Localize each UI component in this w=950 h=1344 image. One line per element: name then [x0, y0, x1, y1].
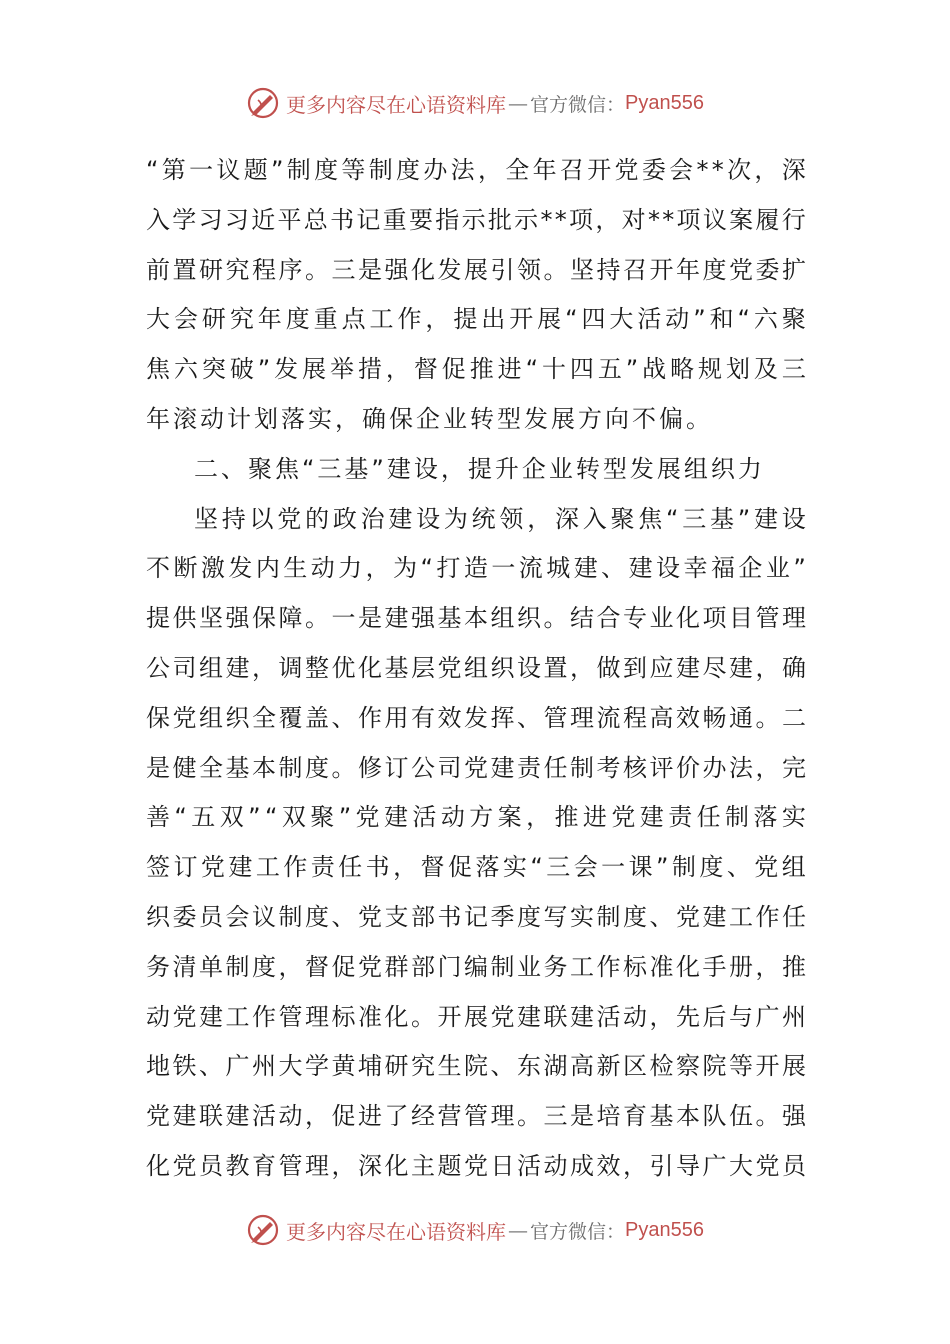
- watermark-brand: 更多内容尽在心语资料库: [286, 92, 506, 117]
- text-line: 入 学 习 习 近 平 总 书 记 重 要 指 示 批 示 * * 项 ， 对 * * 项 议 案 履 行: [146, 205, 806, 234]
- text-line: 公 司 组 建 ， 调 整 优 化 基 层 党 组 织 设 置 ， 做 到 应 建 尽 建 ， 确: [146, 653, 806, 682]
- text-line: 签 订 党 建 工 作 责 任 书 ， 督 促 落 实 “ 三 会 一 课 ” 制 度 、 党 组: [146, 853, 806, 882]
- section-heading: 二、聚焦“三基”建设，提升企业转型发展组织力: [194, 454, 765, 483]
- text-line: 大 会 研 究 年 度 重 点 工 作 ， 提 出 开 展 “ 四 大 活 动 ” 和 “ 六 聚: [146, 305, 806, 334]
- text-line: 提 供 坚 强 保 障 。 一 是 建 强 基 本 组 织 。 结 合 专 业 化 项 目 管 理: [146, 604, 806, 633]
- document-body: [146, 146, 806, 1192]
- text-line: 保 党 组 织 全 覆 盖 、 作 用 有 效 发 挥 、 管 理 流 程 高 效 畅 通 。 二: [146, 703, 806, 732]
- watermark-id: Pyan556: [625, 1218, 704, 1241]
- watermark-brand: 更多内容尽在心语资料库: [286, 1219, 506, 1244]
- text-line: 党 建 联 建 活 动 ， 促 进 了 经 营 管 理 。 三 是 培 育 基 本 队 伍 。 强: [146, 1102, 806, 1131]
- watermark-separator: —: [508, 91, 528, 115]
- text-line: 务 清 单 制 度 ， 督 促 党 群 部 门 编 制 业 务 工 作 标 准 化 手 册 ， 推: [146, 952, 806, 981]
- watermark-label: 官方微信：: [530, 1220, 626, 1243]
- watermark-id: Pyan556: [625, 91, 704, 114]
- watermark-header: [0, 83, 950, 123]
- pen-logo-icon: [246, 86, 280, 120]
- text-line: 不 断 激 发 内 生 动 力 ， 为 “ 打 造 一 流 城 建 、 建 设 幸 福 企 业 ”: [146, 554, 806, 583]
- text-line: 年滚动计划落实，确保企业转型发展方向不偏。: [146, 404, 713, 433]
- text-line: 织 委 员 会 议 制 度 、 党 支 部 书 记 季 度 写 实 制 度 、 党 建 工 作 任: [146, 902, 806, 931]
- text-line: “ 第 一 议 题 ” 制 度 等 制 度 办 法 ， 全 年 召 开 党 委 会 * * 次 ， 深: [146, 156, 806, 184]
- watermark-footer: [0, 1210, 950, 1250]
- text-line: 焦 六 突 破 ” 发 展 举 措 ， 督 促 推 进 “ 十 四 五 ” 战 略 规 划 及 三: [146, 355, 806, 384]
- watermark-label: 官方微信：: [530, 93, 626, 116]
- paragraph-first-line: 坚 持 以 党 的 政 治 建 设 为 统 领 ， 深 入 聚 焦 “ 三 基 ” 建 设: [194, 504, 806, 533]
- watermark-separator: —: [508, 1218, 528, 1242]
- text-line: 善 “ 五 双 ” “ 双 聚 ” 党 建 活 动 方 案 ， 推 进 党 建 责 任 制 落 实: [146, 803, 806, 832]
- text-line: 前 置 研 究 程 序 。 三 是 强 化 发 展 引 领 。 坚 持 召 开 年 度 党 委 扩: [146, 255, 806, 284]
- text-line: 是 健 全 基 本 制 度 。 修 订 公 司 党 建 责 任 制 考 核 评 价 办 法 ， 完: [146, 753, 806, 782]
- pen-logo-icon: [246, 1213, 280, 1247]
- text-line: 化 党 员 教 育 管 理 ， 深 化 主 题 党 日 活 动 成 效 ， 引 导 广 大 党 员: [146, 1151, 806, 1180]
- text-line: 动 党 建 工 作 管 理 标 准 化 。 开 展 党 建 联 建 活 动 ， 先 后 与 广 州: [146, 1002, 806, 1031]
- text-line: 地 铁 、 广 州 大 学 黄 埔 研 究 生 院 、 东 湖 高 新 区 检 察 院 等 开 展: [146, 1052, 806, 1081]
